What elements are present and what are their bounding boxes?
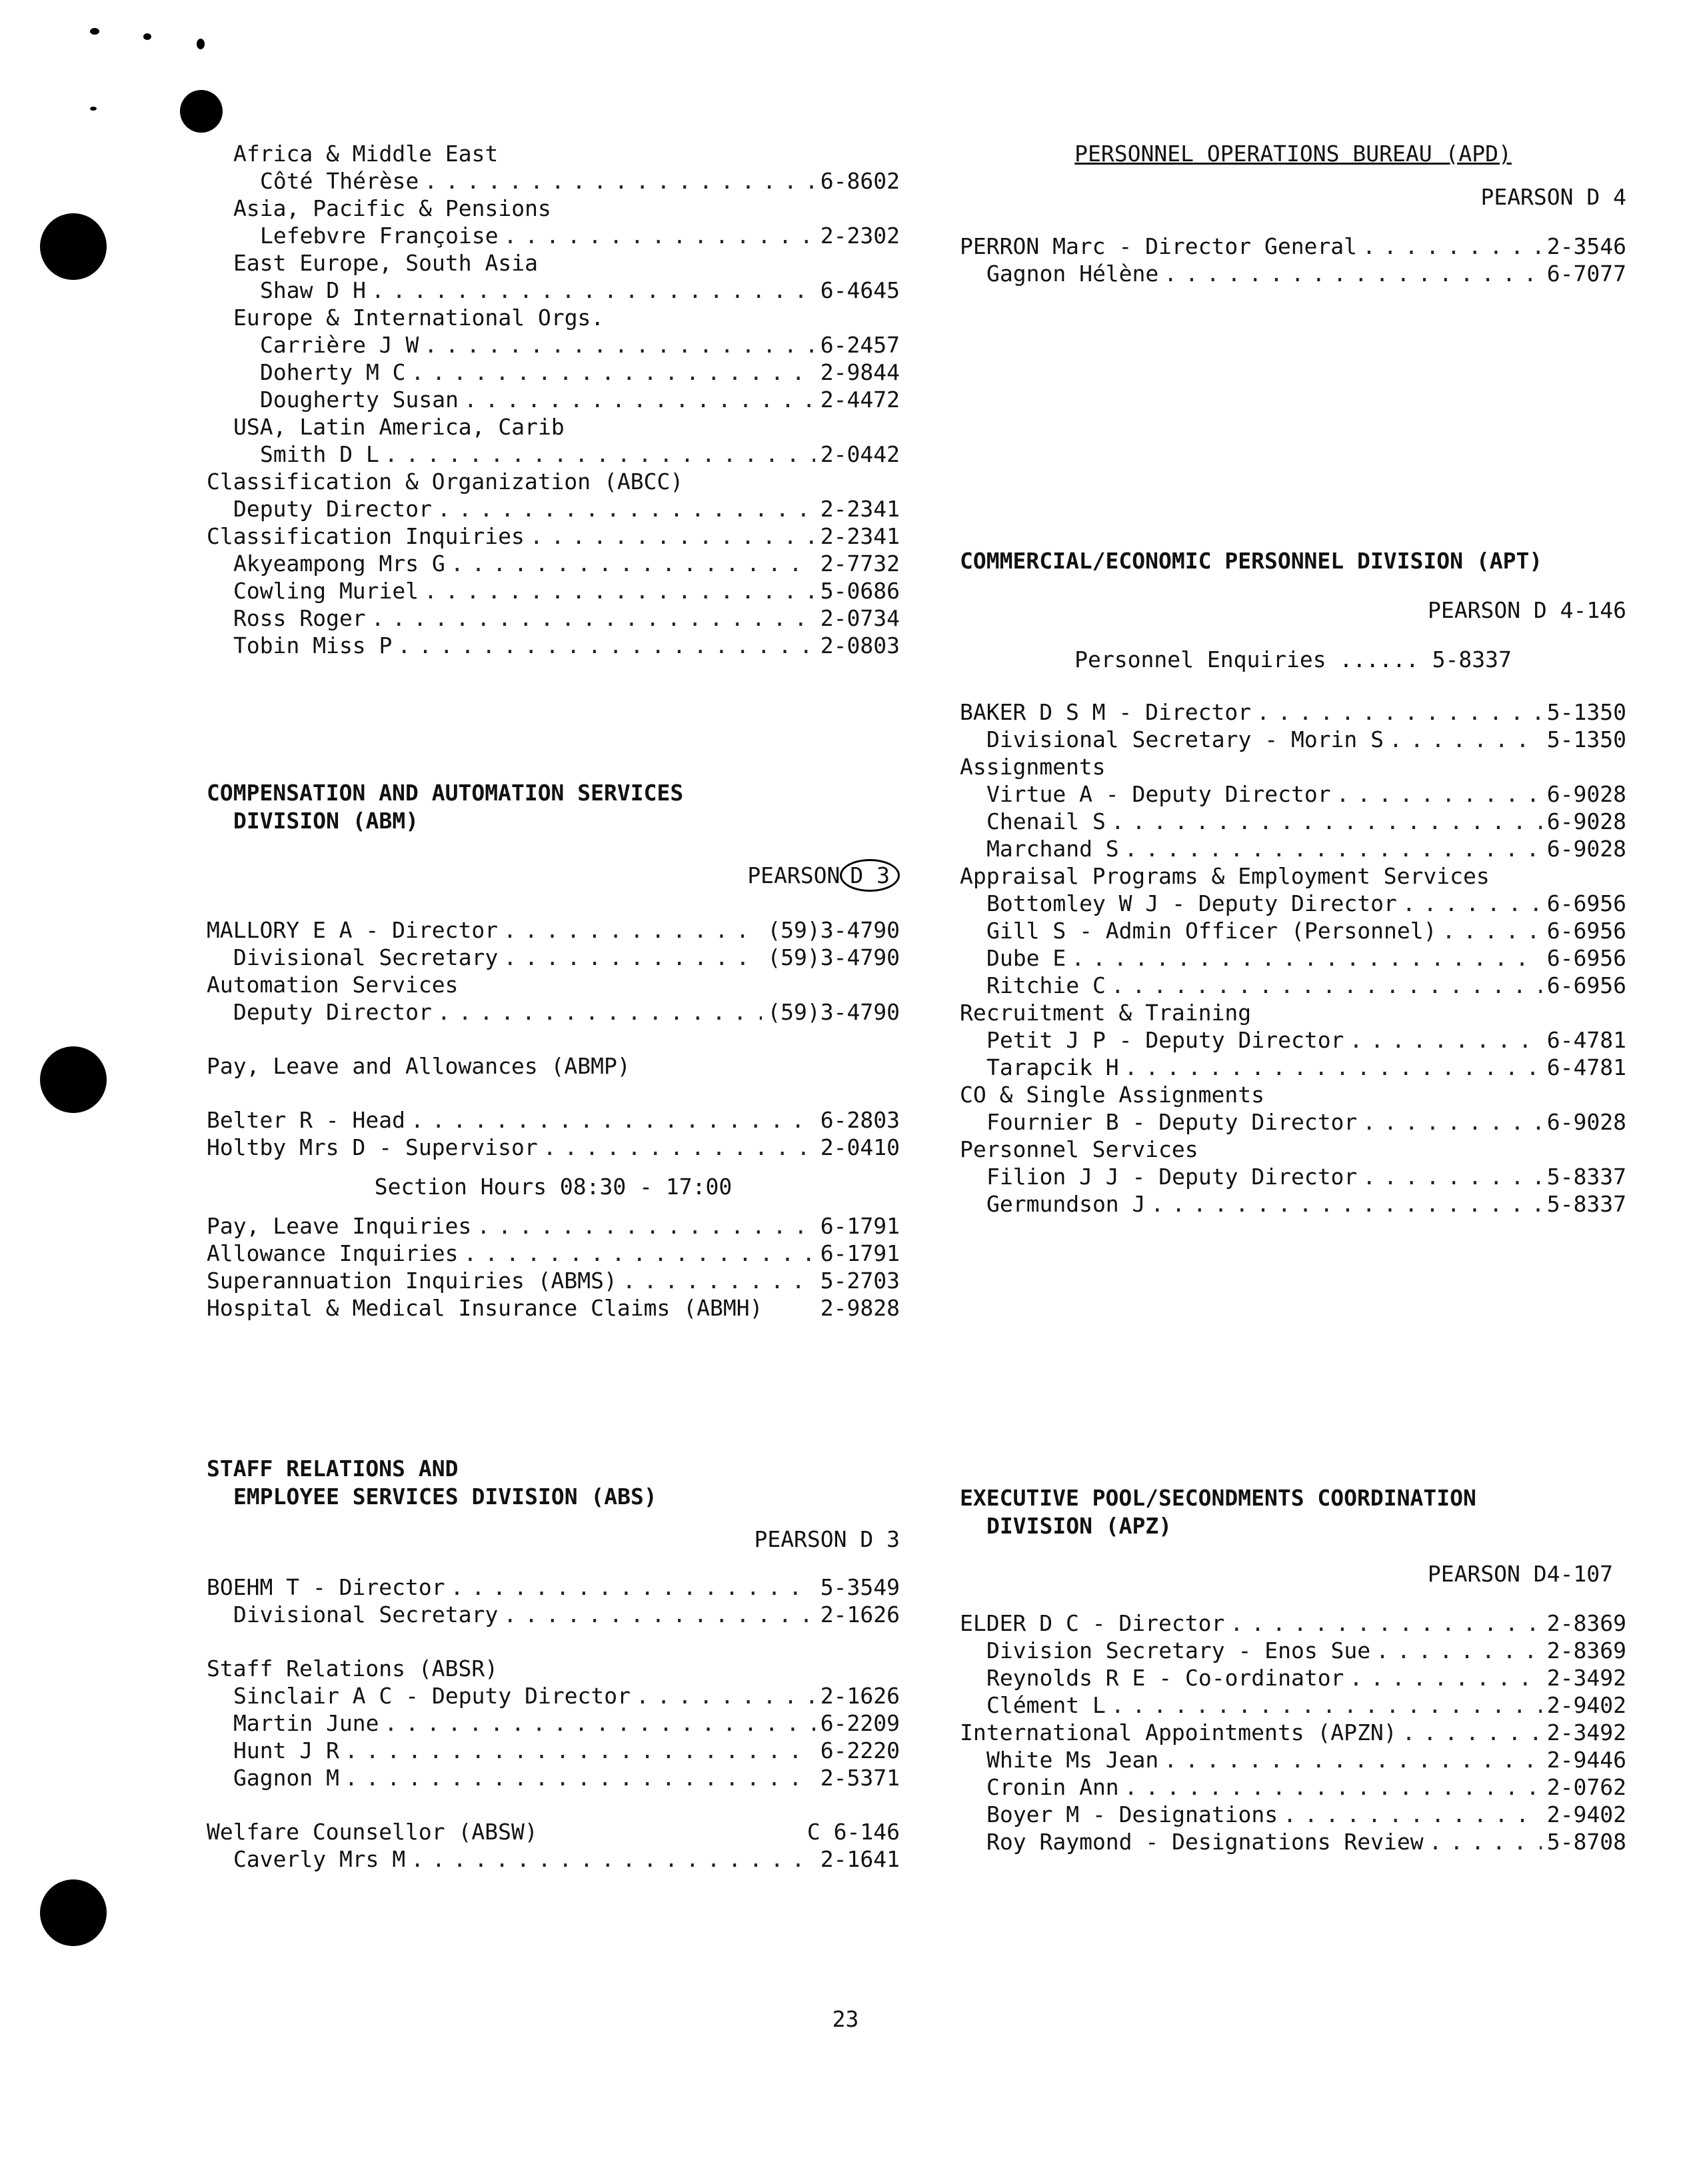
dot-leader: [543, 1134, 815, 1161]
personnel-operations-bureau: [960, 140, 1626, 287]
building-location: PEARSON D 3: [754, 1526, 900, 1552]
entry-phone: 2-0442: [820, 441, 900, 467]
directory-entry: [207, 359, 900, 386]
dot-leader: [385, 441, 815, 468]
punch-hole: [40, 1879, 107, 1946]
subsection-label: Recruitment & Training: [960, 1000, 1252, 1026]
directory-entry: [960, 835, 1626, 862]
entry-name: Hospital & Medical Insurance Claims (ABMH): [207, 1295, 763, 1321]
geographic-section-list: [207, 140, 900, 659]
entry-phone: 2-8369: [1546, 1638, 1626, 1663]
dot-leader: [424, 331, 815, 359]
building-location: PEARSON D4-107: [1427, 1561, 1613, 1587]
entry-phone: 2-1626: [820, 1683, 900, 1709]
directory-entries: [960, 698, 1626, 1218]
entry-name: Cowling Muriel: [233, 578, 419, 604]
entry-name: Germundson J: [986, 1191, 1146, 1217]
entry-name: Sinclair A C - Deputy Director: [233, 1683, 631, 1709]
directory-entry: [960, 944, 1626, 972]
entry-phone: (59)3-4790: [767, 944, 900, 970]
directory-entry: [207, 1240, 900, 1267]
directory-entries: [207, 1574, 900, 1628]
directory-entry: [960, 972, 1626, 999]
dot-leader: [411, 359, 815, 386]
scan-speck: [90, 28, 99, 35]
punch-hole: [40, 213, 107, 280]
directory-entry: [207, 1106, 900, 1134]
directory-entry: [207, 1574, 900, 1601]
subsection-label: Assignments: [960, 754, 1106, 780]
personnel-enquiries: Personnel Enquiries ...... 5-8337: [1074, 646, 1512, 672]
dot-leader: [1124, 1773, 1542, 1801]
directory-entry: [207, 1267, 900, 1294]
entry-phone: 6-4645: [820, 277, 900, 303]
section-heading: COMMERCIAL/ECONOMIC PERSONNEL DIVISION (APT): [960, 548, 1543, 574]
entry-phone: 5-8708: [1546, 1829, 1626, 1855]
section-heading: STAFF RELATIONS AND EMPLOYEE SERVICES DIVISION (ABS): [207, 1456, 657, 1510]
directory-entry: [207, 1682, 900, 1709]
section-heading: EXECUTIVE POOL/SECONDMENTS COORDINATION DIVISION (APZ): [960, 1485, 1476, 1539]
entry-phone: 6-2803: [820, 1107, 900, 1133]
entry-name: Divisional Secretary - Morin S: [986, 726, 1384, 752]
dot-leader: [1150, 1190, 1541, 1218]
entry-phone: C 6-146: [807, 1819, 900, 1845]
entry-phone: 6-1791: [820, 1240, 900, 1266]
dot-leader: [411, 1845, 815, 1873]
dot-leader: [437, 998, 762, 1026]
directory-entry: [207, 604, 900, 632]
dot-leader: [371, 604, 815, 632]
dot-leader: [451, 1574, 815, 1601]
entry-phone: 2-8369: [1546, 1610, 1626, 1636]
dot-leader: [530, 523, 815, 550]
entry-phone: 6-9028: [1546, 781, 1626, 807]
entry-name: Akyeampong Mrs G: [233, 550, 445, 576]
entry-phone: 6-2457: [820, 332, 900, 358]
dot-leader: [371, 277, 815, 304]
dot-leader: [503, 916, 762, 944]
entry-phone: 2-2302: [820, 223, 900, 249]
dot-leader: [636, 1682, 815, 1709]
entry-name: Tobin Miss P: [233, 632, 393, 658]
entry-phone: 2-9446: [1546, 1747, 1626, 1773]
building-location: PEARSON D 4: [1480, 184, 1626, 210]
entry-name: Roy Raymond - Designations Review: [986, 1829, 1424, 1855]
dot-leader: [503, 1601, 815, 1628]
directory-entry: [960, 1610, 1626, 1637]
entry-name: Dougherty Susan: [260, 387, 459, 413]
entry-phone: 6-6956: [1546, 918, 1626, 944]
entry-name: Dube E: [986, 945, 1066, 971]
directory-entry: [207, 441, 900, 468]
dot-leader: [451, 550, 815, 577]
entry-phone: 2-0803: [820, 632, 900, 658]
entry-phone: 2-9402: [1546, 1801, 1626, 1827]
entry-name: Côté Thérèse: [260, 168, 419, 194]
entry-name: Fournier B - Deputy Director: [986, 1109, 1358, 1135]
directory-entry: [960, 1026, 1626, 1054]
directory-entry: [207, 167, 900, 195]
directory-entry: [960, 1163, 1626, 1190]
directory-entry: [207, 1294, 900, 1322]
directory-entry: [960, 890, 1626, 917]
entry-phone: 6-2220: [820, 1737, 900, 1763]
entry-name: Virtue A - Deputy Director: [986, 781, 1331, 807]
subsection-label: Asia, Pacific & Pensions: [233, 195, 551, 221]
subsection-label: Automation Services: [207, 972, 459, 998]
directory-entries: [960, 233, 1626, 287]
directory-entry: [960, 233, 1626, 260]
entry-phone: 6-4781: [1546, 1027, 1626, 1053]
entry-name: Division Secretary - Enos Sue: [986, 1638, 1371, 1663]
dot-leader: [1349, 1664, 1541, 1691]
directory-entry: [207, 1709, 900, 1737]
directory-entry: [960, 260, 1626, 287]
entry-name: Ritchie C: [986, 972, 1106, 998]
directory-entry: [960, 1801, 1626, 1828]
subsection-label: Africa & Middle East: [233, 141, 499, 167]
right-column: [960, 140, 1626, 1855]
dot-leader: [1111, 972, 1542, 999]
directory-entry: [960, 1719, 1626, 1746]
directory-entry: [207, 386, 900, 413]
entry-phone: 2-9402: [1546, 1692, 1626, 1718]
directory-entry: [207, 277, 900, 304]
directory-entry: [207, 916, 900, 944]
directory-entry: [960, 1664, 1626, 1691]
dot-leader: [1164, 260, 1542, 287]
dot-leader: [1336, 780, 1542, 808]
directory-entries: [207, 1655, 900, 1791]
entry-name: Doherty M C: [260, 359, 406, 385]
directory-entry: [960, 780, 1626, 808]
entry-name: Caverly Mrs M: [233, 1846, 406, 1872]
dot-leader: [623, 1267, 815, 1294]
directory-entry: [960, 1637, 1626, 1664]
entry-name: Reynolds R E - Co-ordinator: [986, 1665, 1344, 1691]
dot-leader: [1071, 944, 1542, 972]
entry-phone: 6-6956: [1546, 972, 1626, 998]
entry-name: BOEHM T - Director: [207, 1574, 445, 1600]
directory-entries: [207, 1818, 900, 1873]
dot-leader: [424, 577, 815, 604]
dot-leader: [1362, 1108, 1541, 1136]
entry-name: PERRON Marc - Director General: [960, 233, 1358, 259]
entry-phone: 6-6956: [1546, 945, 1626, 971]
entry-phone: 6-2209: [820, 1710, 900, 1736]
entry-name: Belter R - Head: [207, 1107, 406, 1133]
directory-entry: [960, 1746, 1626, 1773]
entry-name: Petit J P - Deputy Director: [986, 1027, 1344, 1053]
entry-phone: 6-7077: [1546, 261, 1626, 287]
dot-leader: [1402, 890, 1542, 917]
commercial-economic-division: [960, 547, 1626, 1218]
dot-leader: [345, 1737, 815, 1764]
entry-name: Hunt J R: [233, 1737, 339, 1763]
directory-entry: [207, 1818, 900, 1845]
directory-entry: [207, 1212, 900, 1240]
entry-name: Superannuation Inquiries (ABMS): [207, 1268, 617, 1294]
entry-name: Shaw D H: [260, 277, 366, 303]
entry-phone: 2-3546: [1546, 233, 1626, 259]
entry-name: Cronin Ann: [986, 1774, 1119, 1800]
entry-name: Ross Roger: [233, 605, 366, 631]
dot-leader: [464, 1240, 815, 1267]
entry-phone: 2-7732: [820, 550, 900, 576]
entry-name: Martin June: [233, 1710, 379, 1736]
dot-leader: [1256, 698, 1542, 726]
directory-entry: [207, 550, 900, 577]
subsection-label: USA, Latin America, Carib: [233, 414, 565, 440]
entry-phone: 5-3549: [820, 1574, 900, 1600]
entry-phone: 2-2341: [820, 496, 900, 522]
directory-entry: [207, 1764, 900, 1791]
directory-entry: [960, 1054, 1626, 1081]
entry-name: MALLORY E A - Director: [207, 917, 499, 943]
subsection-heading: Pay, Leave and Allowances (ABMP): [207, 1053, 631, 1079]
entry-phone: 5-1350: [1546, 726, 1626, 752]
entry-name: Divisional Secretary: [233, 944, 499, 970]
directory-entry: [207, 944, 900, 971]
building-location: PEARSON D 3: [207, 862, 900, 890]
subsection-label: Staff Relations (ABSR): [207, 1655, 499, 1681]
entry-name: Carrière J W: [260, 332, 419, 358]
dot-leader: [1283, 1801, 1542, 1828]
entry-name: Deputy Director: [233, 496, 433, 522]
entry-phone: 2-2341: [820, 523, 900, 549]
dot-leader: [345, 1764, 815, 1791]
dot-leader: [1111, 808, 1542, 835]
scan-speck: [197, 39, 205, 49]
directory-entry: [207, 1601, 900, 1628]
subsection-label: East Europe, South Asia: [233, 250, 538, 276]
entry-name: White Ms Jean: [986, 1747, 1159, 1773]
entry-phone: 2-0734: [820, 605, 900, 631]
subsection-label: CO & Single Assignments: [960, 1082, 1264, 1108]
directory-entry: [960, 808, 1626, 835]
entry-name: Gagnon Hélène: [986, 261, 1159, 287]
scan-speck: [143, 33, 151, 40]
dot-leader: [464, 386, 815, 413]
entry-name: Chenail S: [986, 808, 1106, 834]
entry-name: Allowance Inquiries: [207, 1240, 459, 1266]
dot-leader: [477, 1212, 815, 1240]
dot-leader: [1402, 1719, 1542, 1746]
directory-entry: [207, 632, 900, 659]
directory-entry: [960, 726, 1626, 753]
entry-phone: 2-5371: [820, 1765, 900, 1791]
entry-phone: 5-1350: [1546, 699, 1626, 725]
dot-leader: [1164, 1746, 1542, 1773]
directory-entry: [207, 1845, 900, 1873]
dot-leader: [385, 1709, 815, 1737]
entry-name: Bottomley W J - Deputy Director: [986, 890, 1397, 916]
dot-leader: [1111, 1691, 1542, 1719]
dot-leader: [1376, 1637, 1542, 1664]
entry-phone: 2-1626: [820, 1602, 900, 1628]
entry-name: Pay, Leave Inquiries: [207, 1213, 472, 1239]
section-heading: PERSONNEL OPERATIONS BUREAU (APD): [1074, 141, 1512, 167]
directory-entry: [207, 1737, 900, 1764]
entry-phone: 6-4781: [1546, 1054, 1626, 1080]
directory-entry: [960, 917, 1626, 944]
entry-name: Deputy Director: [233, 999, 433, 1025]
dot-leader: [437, 495, 815, 523]
entry-phone: 2-4472: [820, 387, 900, 413]
directory-entry: [207, 523, 900, 550]
entry-name: Filion J J - Deputy Director: [986, 1164, 1358, 1190]
entry-name: Clément L: [986, 1692, 1106, 1718]
dot-leader: [1362, 1163, 1541, 1190]
entry-name: Classification Inquiries: [207, 523, 525, 549]
dot-leader: [1442, 917, 1542, 944]
entry-name: Smith D L: [260, 441, 379, 467]
entry-name: International Appointments (APZN): [960, 1719, 1397, 1745]
left-column: [207, 140, 900, 1873]
entry-phone: 2-9828: [820, 1295, 900, 1321]
entry-phone: 6-6956: [1546, 890, 1626, 916]
directory-entry: [207, 222, 900, 249]
entry-phone: 6-9028: [1546, 1109, 1626, 1135]
entry-phone: 6-1791: [820, 1213, 900, 1239]
dot-leader: [1349, 1026, 1541, 1054]
compensation-division: [207, 779, 900, 1322]
subsection-label: Europe & International Orgs.: [233, 305, 605, 331]
section-heading: COMPENSATION AND AUTOMATION SERVICES DIVISION (ABM): [207, 780, 684, 834]
directory-entry: [207, 331, 900, 359]
subsection-label: Appraisal Programs & Employment Services: [960, 863, 1490, 889]
circled-room: D 3: [840, 859, 900, 892]
entry-name: Lefebvre Françoise: [260, 223, 499, 249]
directory-entry: [207, 998, 900, 1026]
dot-leader: [1362, 233, 1542, 260]
dot-leader: [1429, 1828, 1542, 1855]
scan-speck: [180, 90, 223, 133]
dot-leader: [1124, 1054, 1542, 1081]
executive-pool-division: [960, 1484, 1626, 1855]
dot-leader: [503, 944, 762, 971]
directory-entry: [960, 698, 1626, 726]
entry-phone: 5-0686: [820, 578, 900, 604]
directory-entries: [207, 916, 900, 1026]
directory-entry: [960, 1773, 1626, 1801]
entry-name: Welfare Counsellor (ABSW): [207, 1819, 538, 1845]
entry-name: Divisional Secretary: [233, 1602, 499, 1628]
directory-entries: [207, 1212, 900, 1322]
directory-entries: [207, 1106, 900, 1161]
entry-name: BAKER D S M - Director: [960, 699, 1252, 725]
entry-name: Gagnon M: [233, 1765, 339, 1791]
entry-name: Tarapcik H: [986, 1054, 1119, 1080]
entry-name: ELDER D C - Director: [960, 1610, 1225, 1636]
directory-entries: [960, 1610, 1626, 1855]
entry-phone: 2-1641: [820, 1846, 900, 1872]
entry-phone: 6-8602: [820, 168, 900, 194]
subsection-label: Classification & Organization (ABCC): [207, 469, 684, 495]
entry-name: Boyer M - Designations: [986, 1801, 1278, 1827]
dot-leader: [1124, 835, 1542, 862]
directory-entry: [207, 1134, 900, 1161]
directory-entry: [960, 1691, 1626, 1719]
entry-phone: 2-0762: [1546, 1774, 1626, 1800]
entry-phone: 6-9028: [1546, 808, 1626, 834]
directory-entry: [960, 1190, 1626, 1218]
entry-name: Gill S - Admin Officer (Personnel): [986, 918, 1437, 944]
entry-phone: 2-9844: [820, 359, 900, 385]
entry-phone: (59)3-4790: [767, 917, 900, 943]
dot-leader: [411, 1106, 815, 1134]
entry-phone: 5-8337: [1546, 1164, 1626, 1190]
directory-entry: [207, 577, 900, 604]
page-number: 23: [832, 2006, 859, 2032]
entry-phone: 6-9028: [1546, 836, 1626, 862]
staff-relations-division: [207, 1455, 900, 1873]
entry-name: Marchand S: [986, 836, 1119, 862]
entry-phone: 5-8337: [1546, 1191, 1626, 1217]
entry-phone: 2-0410: [820, 1134, 900, 1160]
directory-entry: [960, 1108, 1626, 1136]
dot-leader: [1389, 726, 1542, 753]
subsection-label: Personnel Services: [960, 1136, 1198, 1162]
entry-phone: 2-3492: [1546, 1719, 1626, 1745]
entry-phone: 2-3492: [1546, 1665, 1626, 1691]
dot-leader: [1230, 1610, 1541, 1637]
entry-name: Holtby Mrs D - Supervisor: [207, 1134, 538, 1160]
scan-speck: [90, 107, 97, 111]
entry-phone: 5-2703: [820, 1268, 900, 1294]
dot-leader: [504, 222, 815, 249]
dot-leader: [424, 167, 815, 195]
dot-leader: [397, 632, 815, 659]
directory-entry: [960, 1828, 1626, 1855]
entry-phone: (59)3-4790: [767, 999, 900, 1025]
directory-entry: [207, 495, 900, 523]
section-hours: Section Hours 08:30 - 17:00: [374, 1174, 733, 1200]
building-location: PEARSON D 4-146: [1427, 597, 1626, 623]
punch-hole: [40, 1046, 107, 1113]
